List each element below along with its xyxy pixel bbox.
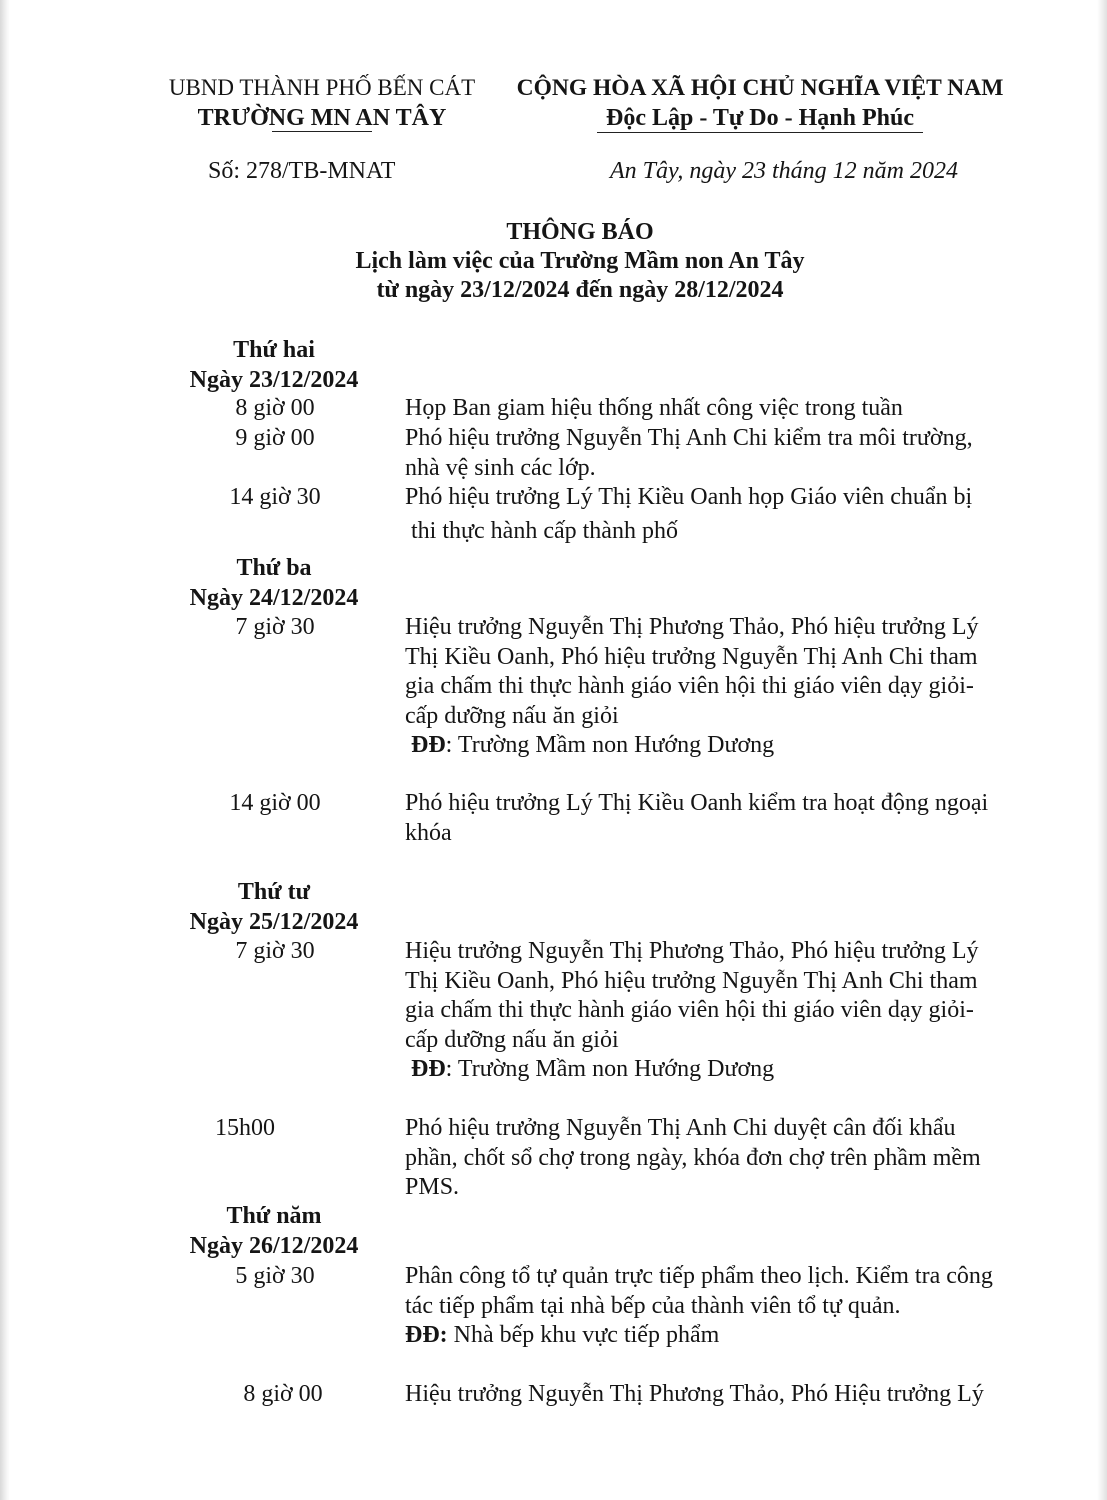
day-date: Ngày 25/12/2024 xyxy=(189,908,359,935)
entry-line: Thị Kiều Oanh, Phó hiệu trưởng Nguyễn Thị Anh Chi tham xyxy=(405,643,978,670)
entry-line: gia chấm thi thực hành giáo viên hội thi giáo viên dạy giỏi- xyxy=(405,673,974,699)
day-weekday: Thứ hai xyxy=(233,337,315,363)
entry-description xyxy=(405,424,1035,483)
entry-line: nhà vệ sinh các lớp. xyxy=(405,454,596,481)
entry-location xyxy=(405,731,1035,761)
issuer-underline xyxy=(272,131,372,132)
entry-line: Họp Ban giam hiệu thống nhất công việc trong tuần xyxy=(405,395,903,421)
day-heading-tuesday xyxy=(176,554,372,613)
entry-description xyxy=(405,613,1035,761)
issuer-authority: UBND THÀNH PHỐ BẾN CÁT xyxy=(168,75,476,100)
entry-time: 7 giờ 30 xyxy=(235,614,315,640)
day-weekday: Thứ tư xyxy=(237,879,311,905)
entry-line: phần, chốt sổ chợ trong ngày, khóa đơn chợ trên phầm mềm xyxy=(405,1144,981,1171)
document-number: Số: 278/TB-MNAT xyxy=(208,158,396,184)
day-heading-thursday xyxy=(176,1202,372,1261)
entry-line: tác tiếp phẩm tại nhà bếp của thành viên tổ tự quản. xyxy=(405,1292,901,1319)
entry-location xyxy=(405,1321,1035,1351)
entry-line: Phó hiệu trưởng Lý Thị Kiều Oanh kiểm tra hoạt động ngoại xyxy=(405,790,989,816)
entry-time: 8 giờ 00 xyxy=(243,1381,323,1407)
entry-line: Thị Kiều Oanh, Phó hiệu trưởng Nguyễn Thị Anh Chi tham xyxy=(405,967,978,994)
entry-line: cấp dưỡng nấu ăn giỏi xyxy=(405,1026,619,1053)
entry-time: 15h00 xyxy=(215,1115,275,1141)
location-label: ĐĐ xyxy=(411,1056,446,1082)
location-value: Nhà bếp khu vực tiếp phẩm xyxy=(447,1322,720,1348)
entry-line: Phó hiệu trưởng Nguyễn Thị Anh Chi duyệt cân đối khẩu xyxy=(405,1115,956,1141)
entry-description xyxy=(405,1262,1035,1351)
day-weekday: Thứ ba xyxy=(236,555,312,581)
entry-line: Hiệu trưởng Nguyễn Thị Phương Thảo, Phó hiệu trưởng Lý xyxy=(405,614,979,640)
day-weekday: Thứ năm xyxy=(226,1203,322,1229)
entry-description xyxy=(405,937,1035,1085)
entry-time: 7 giờ 30 xyxy=(235,938,315,964)
issuer-school: TRƯỜNG MN AN TÂY xyxy=(197,105,447,131)
document-title xyxy=(280,218,880,305)
entry-time: 14 giờ 30 xyxy=(229,484,321,510)
entry-line: Hiệu trưởng Nguyễn Thị Phương Thảo, Phó Hiệu trưởng Lý xyxy=(405,1381,984,1407)
motto-underline xyxy=(597,132,923,133)
entry-description xyxy=(405,483,1035,546)
day-date: Ngày 24/12/2024 xyxy=(189,584,359,611)
day-date: Ngày 23/12/2024 xyxy=(189,366,359,393)
entry-line: khóa xyxy=(405,819,452,846)
entry-description xyxy=(405,789,1035,848)
entry-description xyxy=(405,1114,1035,1203)
entry-time: 8 giờ 00 xyxy=(235,395,315,421)
entry-line: PMS. xyxy=(405,1174,460,1200)
entry-time: 14 giờ 00 xyxy=(229,790,321,816)
day-heading-monday xyxy=(176,336,372,395)
entry-line: Hiệu trưởng Nguyễn Thị Phương Thảo, Phó hiệu trưởng Lý xyxy=(405,938,979,964)
title-line-3: từ ngày 23/12/2024 đến ngày 28/12/2024 xyxy=(376,277,784,303)
national-name: CỘNG HÒA XÃ HỘI CHỦ NGHĨA VIỆT NAM xyxy=(516,75,1004,101)
entry-time: 9 giờ 00 xyxy=(235,425,315,451)
entry-time: 5 giờ 30 xyxy=(235,1263,315,1289)
entry-line: Phó hiệu trưởng Lý Thị Kiều Oanh họp Giáo viên chuẩn bị xyxy=(405,484,973,510)
entry-line: gia chấm thi thực hành giáo viên hội thi giáo viên dạy giỏi- xyxy=(405,997,974,1023)
day-date: Ngày 26/12/2024 xyxy=(189,1232,359,1259)
day-heading-wednesday xyxy=(176,878,372,937)
entry-location xyxy=(405,1055,1035,1085)
entry-line: thi thực hành cấp thành phố xyxy=(411,517,678,544)
document-date: An Tây, ngày 23 tháng 12 năm 2024 xyxy=(610,158,958,184)
title-line-1: THÔNG BÁO xyxy=(506,219,654,245)
entry-line: Phó hiệu trưởng Nguyễn Thị Anh Chi kiểm tra môi trường, xyxy=(405,425,973,451)
national-motto: Độc Lập - Tự Do - Hạnh Phúc xyxy=(605,105,914,131)
entry-description xyxy=(405,1380,1035,1410)
entry-line: Phân công tổ tự quản trực tiếp phẩm theo lịch. Kiểm tra công xyxy=(405,1263,993,1289)
entry-line: cấp dưỡng nấu ăn giỏi xyxy=(405,702,619,729)
location-value: : Trường Mầm non Hướng Dương xyxy=(445,1056,775,1082)
location-value: : Trường Mầm non Hướng Dương xyxy=(445,732,775,758)
national-header xyxy=(500,73,1020,134)
location-label: ĐĐ: xyxy=(405,1322,448,1348)
entry-description xyxy=(405,394,1035,424)
title-line-2: Lịch làm việc của Trường Mầm non An Tây xyxy=(355,248,805,274)
location-label: ĐĐ xyxy=(411,732,446,758)
issuer-header xyxy=(152,73,492,134)
